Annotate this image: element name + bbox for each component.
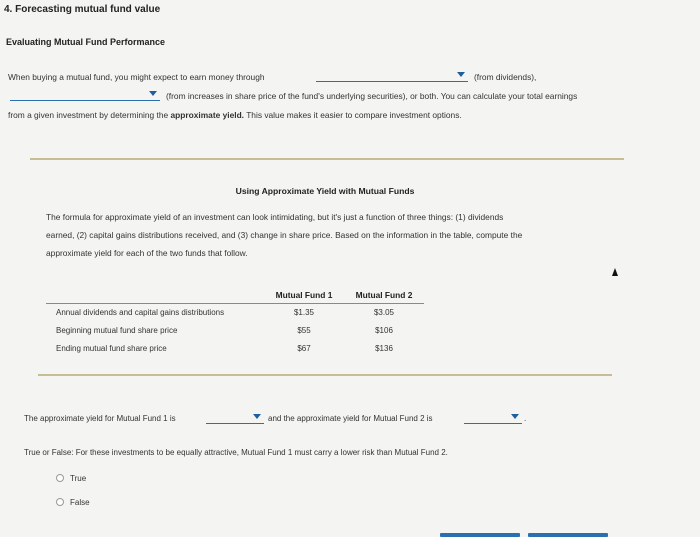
bottom-button-left[interactable] [440, 533, 520, 537]
chevron-down-icon [149, 91, 157, 96]
question-title: 4. Forecasting mutual fund value [4, 4, 161, 15]
earnings-source-dropdown-1[interactable] [316, 71, 468, 82]
intro-line1-start: When buying a mutual fund, you might expect to earn money through [8, 72, 265, 82]
false-radio-label[interactable]: False [70, 498, 90, 507]
section-title: Using Approximate Yield with Mutual Funds [235, 186, 415, 196]
fund2-yield-dropdown[interactable] [464, 413, 522, 424]
section-divider [30, 158, 624, 160]
intro-line1-end: (from dividends), [474, 72, 537, 82]
earnings-source-dropdown-2[interactable] [10, 90, 160, 101]
fund1-yield-dropdown[interactable] [206, 413, 264, 424]
table-cell: $106 [375, 326, 393, 335]
true-radio-label[interactable]: True [70, 474, 87, 483]
yield-question-middle: and the approximate yield for Mutual Fund 2 is [268, 414, 433, 423]
bottom-button-right[interactable] [528, 533, 608, 537]
table-row-label: Ending mutual fund share price [56, 344, 167, 353]
table-header-fund1: Mutual Fund 1 [275, 290, 333, 300]
intro-line2: (from increases in share price of the fund's underlying securities), or both. You can calculate your total earnings [166, 91, 578, 101]
intro-line3 [8, 110, 462, 120]
mouse-cursor-icon [612, 268, 618, 276]
table-cell: $55 [297, 326, 311, 335]
section-heading: Evaluating Mutual Fund Performance [6, 37, 166, 47]
section-desc-line1: The formula for approximate yield of an investment can look intimidating, but it's just a function of three things: (1) dividends [46, 212, 504, 222]
intro-line3-end: This value makes it easier to compare investment options. [244, 110, 462, 120]
table-header-fund2: Mutual Fund 2 [355, 290, 413, 300]
section-desc-line2: earned, (2) capital gains distributions received, and (3) change in share price. Based on the information in the table, compute the [46, 230, 523, 240]
true-radio[interactable] [56, 474, 64, 482]
false-radio[interactable] [56, 498, 64, 506]
chevron-down-icon [253, 414, 261, 419]
intro-line3-bold: approximate yield. [170, 110, 245, 120]
table-cell: $136 [375, 344, 393, 353]
yield-question-end: . [524, 414, 527, 423]
table-header-rule [46, 303, 424, 304]
table-cell: $1.35 [293, 308, 315, 317]
tf-question-text: True or False: For these investments to be equally attractive, Mutual Fund 1 must carry a lower risk than Mutual Fund 2. [24, 448, 448, 457]
intro-line3-start: from a given investment by determining the [8, 110, 171, 120]
table-row-label: Annual dividends and capital gains distributions [56, 308, 225, 317]
chevron-down-icon [511, 414, 519, 419]
chevron-down-icon [457, 72, 465, 77]
section-desc-line3: approximate yield for each of the two funds that follow. [46, 248, 248, 258]
table-cell: $3.05 [373, 308, 395, 317]
table-cell: $67 [297, 344, 311, 353]
yield-question-start: The approximate yield for Mutual Fund 1 is [24, 414, 176, 423]
section-divider [38, 374, 612, 376]
table-row-label: Beginning mutual fund share price [56, 326, 178, 335]
